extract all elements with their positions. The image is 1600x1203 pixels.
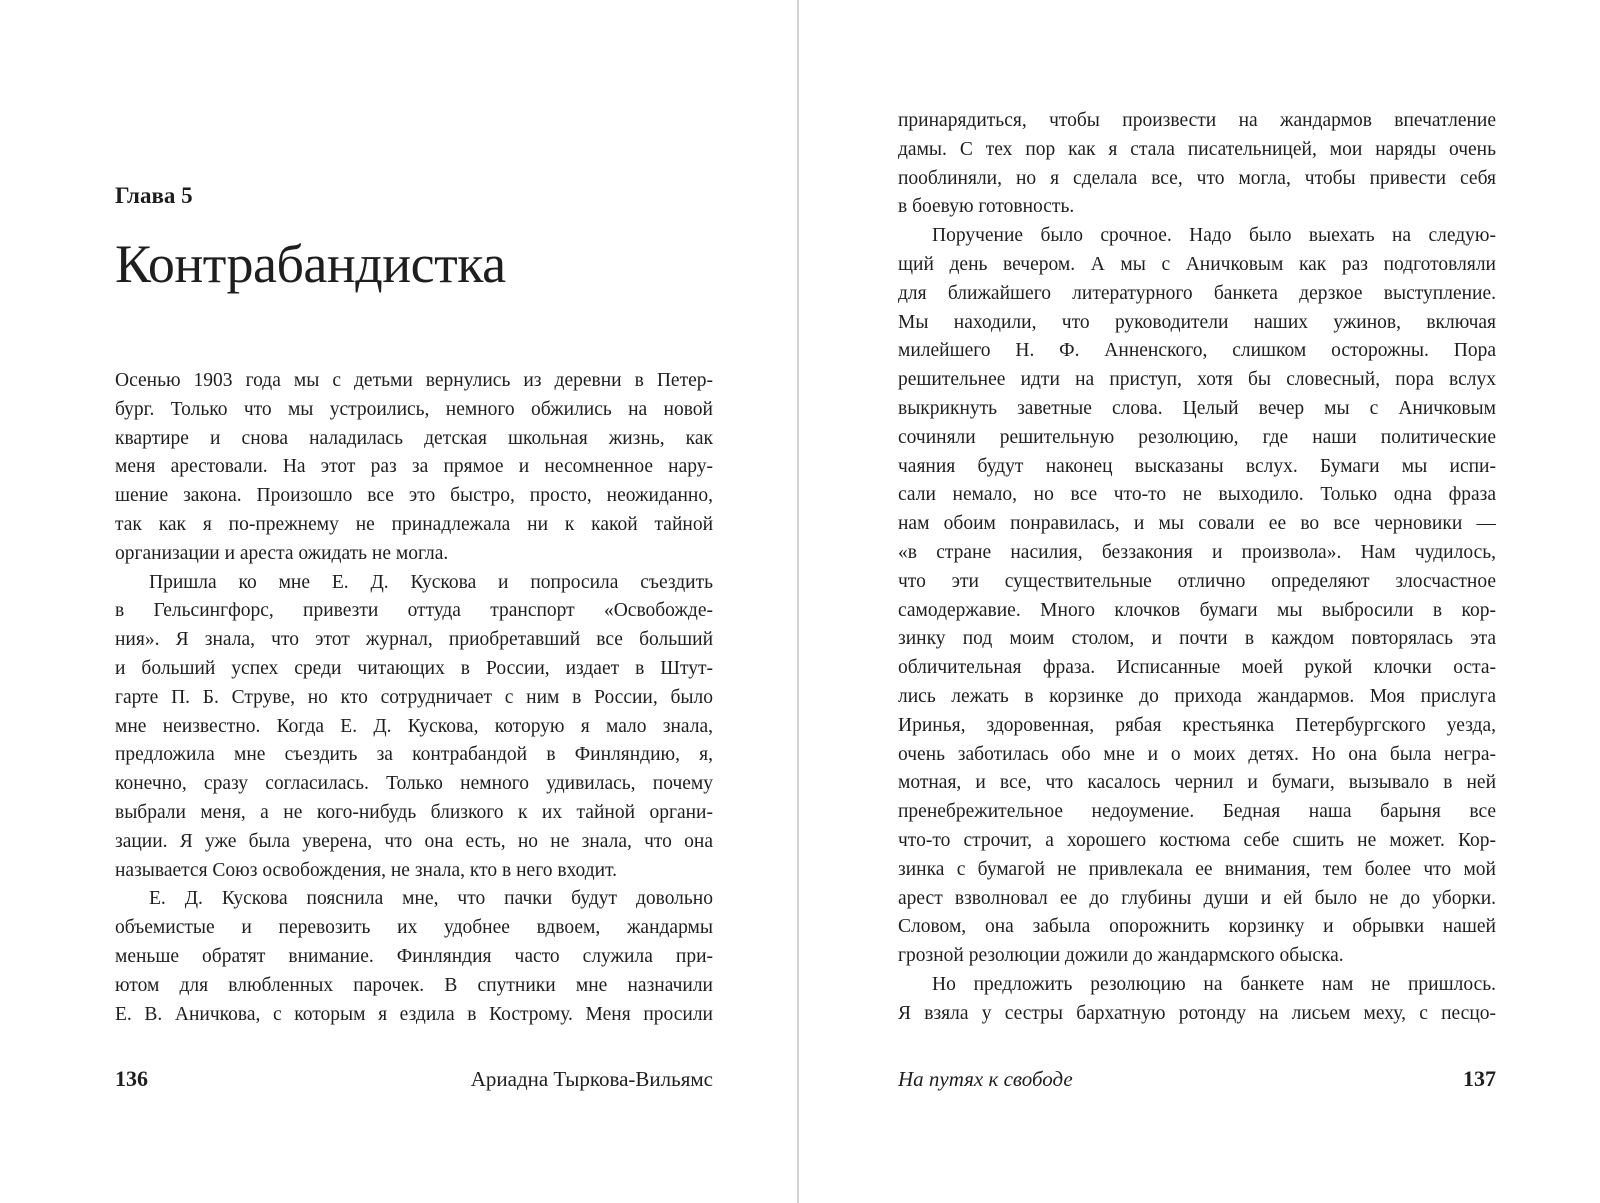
body-line: пренебрежительное недоумение. Бедная наша барыня все xyxy=(898,801,1496,823)
paragraph xyxy=(898,107,1496,222)
body-line: Поручение было срочное. Надо было выехать на следую- xyxy=(932,225,1496,247)
body-line: бург. Только что мы устроились, немного обжились на новой xyxy=(115,398,713,420)
paragraph xyxy=(115,885,713,1029)
body-line: шение закона. Произошло все это быстро, просто, неожиданно, xyxy=(115,485,713,507)
body-line: Е. В. Аничкова, с которым я ездила в Кострому. Меня просили xyxy=(115,1003,713,1025)
body-line: гарте П. Б. Струве, но кто сотрудничает с ним в России, было xyxy=(115,686,713,708)
paragraph xyxy=(115,569,713,886)
body-line: предложила мне съездить за контрабандой в Финляндию, я, xyxy=(115,744,713,766)
body-line: мне неизвестно. Когда Е. Д. Кускова, которую я мало знала, xyxy=(115,715,713,737)
body-line: так как я по-прежнему не принадлежала ни к какой тайной xyxy=(115,513,713,535)
left-page[interactable] xyxy=(115,0,713,1203)
running-head-book-title: На путях к свободе xyxy=(898,1067,1073,1091)
body-line: для ближайшего литературного банкета дерзкое выступление. xyxy=(898,282,1496,304)
paragraph xyxy=(898,222,1496,971)
body-line: в боевую готовность. xyxy=(898,196,1075,218)
body-line: сали немало, но все что-то не выходило. Только одна фраза xyxy=(898,484,1496,506)
left-page-body xyxy=(115,367,713,1029)
body-line: зации. Я уже была уверена, что она есть, но не знала, что она xyxy=(115,830,713,852)
body-line: «в стране насилия, беззакония и произвола». Нам чудилось, xyxy=(898,541,1496,563)
paragraph xyxy=(115,367,713,569)
chapter-title: Контрабандистка xyxy=(115,234,506,294)
body-line: и больший успех среди читающих в России, издает в Штут- xyxy=(115,657,713,679)
body-line: сочиняли решительную резолюцию, где наши политические xyxy=(898,426,1496,448)
body-line: называется Союз освобождения, не знала, кто в него входит. xyxy=(115,859,618,881)
body-line: решительнее идти на приступ, хотя бы словесный, пора вслух xyxy=(898,369,1496,391)
body-line: Иринья, здоровенная, рябая крестьянка Петербургского уезда, xyxy=(898,714,1496,736)
body-line: принарядиться, чтобы произвести на жандармов впечатление xyxy=(898,110,1496,131)
body-line: очень заботилась обо мне и о моих детях. Но она была негра- xyxy=(898,743,1496,765)
body-line: квартире и снова наладилась детская школьная жизнь, как xyxy=(115,427,713,449)
body-line: грозной резолюции дожили до жандармского обыска. xyxy=(898,945,1344,967)
right-page-footer xyxy=(898,1066,1496,1092)
body-line: мотная, и все, что касалось чернил и бумаги, вызывало в ней xyxy=(898,772,1496,794)
body-line: Мы находили, что руководители наших ужинов, включая xyxy=(898,311,1496,333)
body-line: Е. Д. Кускова пояснила мне, что пачки будут довольно xyxy=(149,888,713,910)
body-line: ния». Я знала, что этот журнал, приобретавший все больший xyxy=(115,629,713,651)
body-line: Но предложить резолюцию на банкете нам не пришлось. xyxy=(932,973,1496,995)
body-line: зинку под моим столом, и почти в каждом повторялась эта xyxy=(898,628,1496,650)
body-line: милейшего Н. Ф. Анненского, слишком осторожны. Пора xyxy=(898,340,1496,362)
body-line: щий день вечером. А мы с Аничковым как раз подготовляли xyxy=(898,253,1496,275)
body-line: самодержавие. Много клочков бумаги мы выбросили в кор- xyxy=(898,599,1496,621)
body-line: в Гельсингфорс, привезти оттуда транспорт «Освобожде- xyxy=(115,600,713,622)
body-line: обличительная фраза. Исписанные моей рукой клочки оста- xyxy=(898,657,1496,679)
body-line: Осенью 1903 года мы с детьми вернулись из деревни в Петер- xyxy=(115,370,713,391)
body-line: Словом, она забыла опорожнить корзинку и обрывки нашей xyxy=(898,916,1496,938)
body-line: Я взяла у сестры бархатную ротонду на лисьем меху, с песцо- xyxy=(898,1002,1496,1024)
body-line: меня арестовали. На этот раз за прямое и несомненное нару- xyxy=(115,456,713,478)
body-line: конечно, сразу согласилась. Только немного удивилась, почему xyxy=(115,773,713,795)
body-line: выкрикнуть заветные слова. Целый вечер мы с Аничковым xyxy=(898,397,1496,419)
body-line: выбрали меня, а не кого-нибудь близкого к их тайной органи- xyxy=(115,801,713,823)
body-line: лись лежать в корзинке до прихода жандармов. Моя прислуга xyxy=(898,685,1496,707)
body-line: что-то строчит, а хорошего костюма себе сшить не может. Кор- xyxy=(898,829,1496,851)
body-line: дамы. С тех пор как я стала писательницей, мои наряды очень xyxy=(898,138,1496,160)
body-line: ютом для влюбленных парочек. В спутники мне назначили xyxy=(115,974,713,996)
body-line: Пришла ко мне Е. Д. Кускова и попросила съездить xyxy=(149,571,713,593)
paragraph xyxy=(898,971,1496,1029)
body-line: зинка с бумагой не привлекала ее внимания, тем более что мой xyxy=(898,858,1496,880)
left-page-footer xyxy=(115,1066,713,1092)
right-page[interactable] xyxy=(898,0,1496,1203)
body-line: пооблиняли, но я сделала все, что могла, чтобы привести себя xyxy=(898,167,1496,189)
body-line: меньше обратят внимание. Финляндия часто служила при- xyxy=(115,945,713,967)
body-line: арест взволновал ее до глубины души и ей было не до уборки. xyxy=(898,887,1496,909)
right-page-body xyxy=(898,107,1496,1029)
page-spine-divider xyxy=(797,0,799,1203)
body-line: организации и ареста ожидать не могла. xyxy=(115,542,449,564)
running-head-author: Ариадна Тыркова-Вильямс xyxy=(470,1067,713,1091)
page-number-left: 136 xyxy=(115,1066,148,1091)
chapter-label: Глава 5 xyxy=(115,183,193,208)
page-number-right: 137 xyxy=(1463,1066,1496,1091)
body-line: нам обоим понравилась, и мы совали ее во все черновики — xyxy=(898,513,1496,535)
body-line: что эти существительные отлично определяют злосчастное xyxy=(898,570,1496,592)
body-line: объемистые и перевозить их удобнее вдвоем, жандармы xyxy=(115,917,713,939)
body-line: чаяния будут наконец высказаны вслух. Бумаги мы испи- xyxy=(898,455,1496,477)
